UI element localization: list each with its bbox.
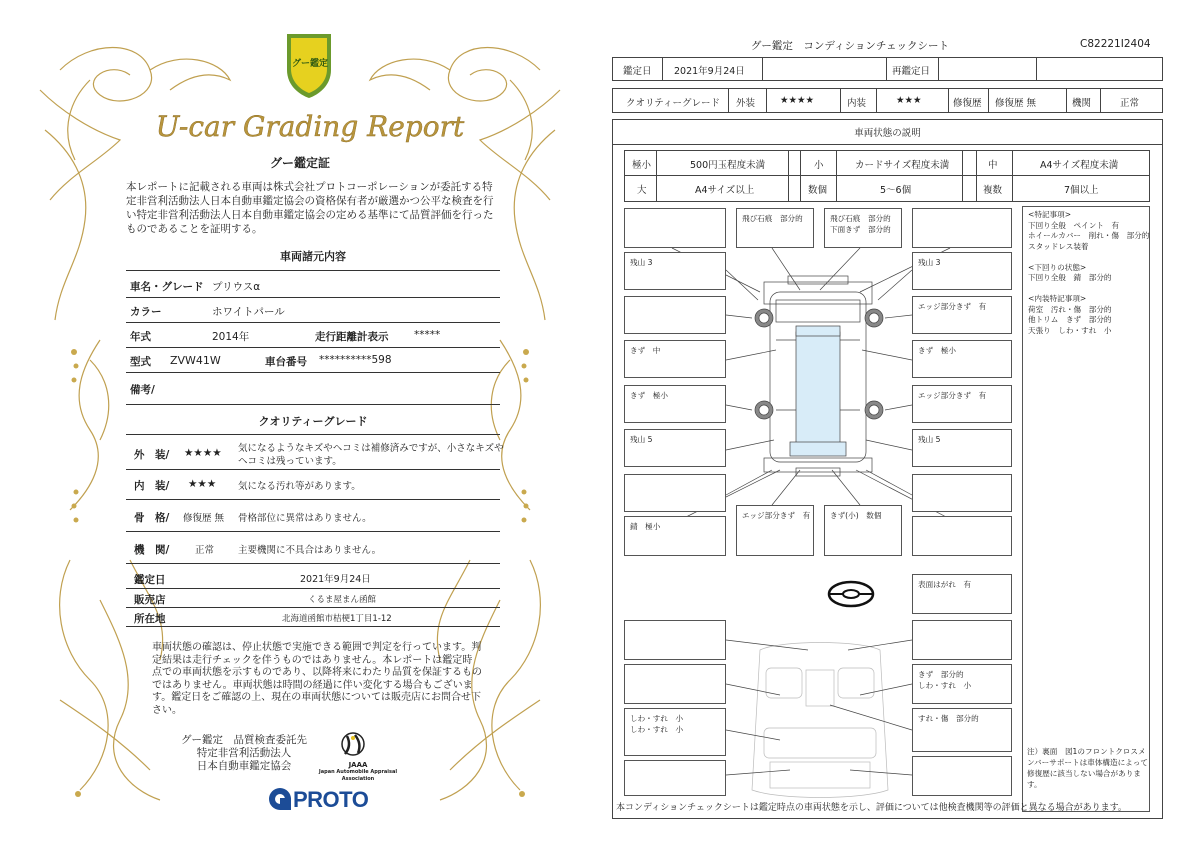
- size-small-label: 極小: [632, 160, 652, 171]
- condition-box-steering: [912, 574, 1012, 614]
- condition-note: 錆 極小: [630, 522, 661, 531]
- interior-label: 内 装/: [134, 480, 170, 492]
- condition-box-rear-left: [624, 516, 726, 556]
- exterior-label: 外 装/: [134, 449, 170, 461]
- frame-value: 修復歴 無: [183, 513, 225, 524]
- interior-box-right-3: [912, 708, 1012, 752]
- condition-box-right-3: [912, 340, 1012, 378]
- divider: [976, 150, 977, 202]
- model-value: ZVW41W: [170, 354, 221, 367]
- size-s-value: カードサイズ程度未満: [855, 160, 950, 171]
- disclaimer-note: 車両状態の確認は、停止状態で実施できる範囲で判定を行っています。判定結果は走行チェックを伴うものではありません。本レポートは鑑定時点での車両状態を示すものであり、以降将来にわたり品質を保証するものではありません。車両状態は時間の経過に伴い変化する場合もございます。鑑定日をご確認の上、現在の車両状態については販売店にお問合せ下さい。: [152, 642, 482, 716]
- name-label: 車名・グレード: [130, 281, 204, 293]
- divider: [766, 88, 767, 113]
- issuer-line-1: グー鑑定 品質検査委託先: [181, 734, 307, 746]
- sheet-date-label: 鑑定日: [623, 66, 652, 77]
- condition-note: 残山 3: [630, 258, 653, 267]
- exterior-comment-2: ヘコミは残っています。: [238, 456, 342, 467]
- divider: [1036, 57, 1037, 81]
- condition-note: しわ・すれ 小: [630, 714, 684, 723]
- interior-box-right-2: [912, 664, 1012, 704]
- multiple-value: 7個以上: [1064, 185, 1099, 196]
- interior-stars: ★★★: [188, 478, 217, 490]
- divider: [126, 499, 500, 500]
- condition-note: きず 中: [630, 346, 661, 355]
- divider: [126, 626, 500, 627]
- size-l-label: 大: [637, 185, 647, 196]
- condition-box-left-1: [624, 252, 726, 290]
- chassis-value: **********598: [319, 354, 392, 366]
- divider: [840, 88, 841, 113]
- divider: [624, 175, 1150, 176]
- divider: [948, 88, 949, 113]
- condition-note: 飛び石痕 部分的: [742, 214, 803, 223]
- divider: [1100, 88, 1101, 113]
- divider: [126, 434, 500, 435]
- condition-note: きず 極小: [630, 391, 668, 400]
- condition-box-right-4: [912, 385, 1012, 423]
- divider: [762, 57, 763, 81]
- condition-box-rear: [736, 505, 814, 556]
- condition-note: しわ・すれ 小: [918, 681, 972, 690]
- proto-logo-text: PROTO: [293, 787, 369, 812]
- badge-label: グー鑑定: [292, 59, 329, 69]
- condition-box-windshield: [824, 208, 902, 248]
- condition-box-left-5: [624, 429, 726, 467]
- condition-note: エッジ部分きず 有: [918, 391, 987, 400]
- sheet-interior-label: 内装: [847, 98, 867, 109]
- sheet-repair-value: 修復歴 無: [995, 98, 1037, 109]
- divider: [126, 607, 500, 608]
- address-value: 北海道函館市桔梗1丁目1-12: [282, 614, 392, 624]
- divider: [788, 150, 789, 202]
- divider: [1012, 150, 1013, 202]
- divider: [126, 404, 500, 405]
- size-s-label: 小: [814, 160, 824, 171]
- issuer-block: [174, 734, 314, 773]
- size-small-value: 500円玉程度未満: [690, 160, 766, 171]
- sheet-title: グー鑑定 コンディションチェックシート: [750, 40, 950, 52]
- engine-label: 機 関/: [134, 544, 170, 556]
- mileage-value: *****: [414, 329, 441, 341]
- divider: [126, 372, 500, 373]
- condition-note: きず 極小: [918, 346, 956, 355]
- divider: [126, 347, 500, 348]
- certificate-subtitle: グー鑑定証: [269, 156, 330, 170]
- special-notes: <特記事項> 下回り全般 ペイント 有 ホイールカバー 削れ・傷 部分的 スタッドレス装着 <下回りの状態> 下回り全般 錆 部分的 <内装特記事項> 荷室 汚れ・傷 部分的 他トリム きず 部分的 天張り しわ・すれ 小: [1028, 210, 1150, 335]
- condition-box-front-right: [912, 208, 1012, 248]
- script-title-text: U-car Grading Report: [155, 110, 465, 143]
- issuer-line-2: 特定非営利活動法人: [196, 747, 292, 759]
- condition-box-left-2: [624, 296, 726, 334]
- interior-box-left-4: [624, 760, 726, 796]
- frame-label: 骨 格/: [134, 512, 170, 524]
- exterior-stars: ★★★★: [184, 447, 222, 459]
- color-value: ホワイトパール: [212, 306, 285, 318]
- jaaa-name: JAAA: [348, 761, 368, 769]
- multiple-label: 複数: [983, 185, 1003, 196]
- frame-comment: 骨格部位に異常はありません。: [238, 513, 372, 524]
- divider: [876, 88, 877, 113]
- divider: [126, 297, 500, 298]
- structure-note: 注）裏面 図1のフロントクロスメンバーサポートは車体構造によって修復歴に該当しない場合があります。: [1027, 747, 1148, 789]
- divider: [938, 57, 939, 81]
- condition-note: すれ・傷 部分的: [918, 714, 979, 723]
- mileage-label: 走行距離計表示: [315, 331, 389, 343]
- condition-box-left-3: [624, 340, 726, 378]
- divider: [728, 88, 729, 113]
- condition-box-front-left: [624, 208, 726, 248]
- sheet-interior-stars: ★★★: [896, 95, 922, 106]
- year-label: 年式: [130, 331, 151, 343]
- condition-note: 下面きず 部分的: [830, 225, 891, 234]
- count-label: 数個: [808, 185, 828, 196]
- size-l-value: A4サイズ以上: [695, 185, 755, 196]
- count-value: 5～6個: [880, 185, 912, 196]
- condition-note: 飛び石痕 部分的: [830, 214, 891, 223]
- spec-heading: 車両諸元内容: [280, 250, 346, 263]
- divider: [886, 57, 887, 81]
- condition-box-front: [736, 208, 814, 248]
- sheet-repair-label: 修復歴: [953, 98, 982, 109]
- divider: [656, 150, 657, 202]
- sheet-engine-value: 正常: [1120, 98, 1140, 109]
- condition-box-left-6: [624, 474, 726, 512]
- size-m-value: A4サイズ程度未満: [1040, 160, 1119, 171]
- jaaa-text: [318, 762, 398, 783]
- engine-comment: 主要機関に不具合はありません。: [238, 545, 382, 556]
- condition-box-right-2: [912, 296, 1012, 334]
- divider: [126, 563, 500, 564]
- issuer-line-3: 日本自動車鑑定協会: [196, 760, 292, 772]
- divider: [126, 588, 500, 589]
- condition-box-right-5: [912, 429, 1012, 467]
- jaaa-full: Japan Automobile Appraisal Association: [318, 769, 398, 782]
- reinspect-label: 再鑑定日: [892, 66, 931, 77]
- condition-note: 残山 5: [918, 435, 941, 444]
- condition-note: しわ・すれ 小: [630, 725, 684, 734]
- interior-box-right-1: [912, 620, 1012, 660]
- color-label: カラー: [130, 306, 162, 318]
- interior-box-right-4: [912, 756, 1012, 796]
- dealer-value: くるま屋まん函館: [308, 595, 377, 605]
- condition-note: 残山 3: [918, 258, 941, 267]
- size-m-label: 中: [988, 160, 998, 171]
- interior-box-left-2: [624, 664, 726, 704]
- grade-heading: クオリティーグレード: [258, 415, 368, 428]
- condition-note: エッジ部分きず 有: [918, 302, 987, 311]
- divider: [962, 150, 963, 202]
- sheet-exterior-label: 外装: [736, 98, 756, 109]
- model-label: 型式: [130, 356, 151, 368]
- sheet-date-value: 2021年9月24日: [674, 66, 745, 77]
- interior-comment: 気になる汚れ等があります。: [238, 481, 361, 492]
- sheet-code: C82221I2404: [1080, 38, 1151, 50]
- condition-box-rear-right: [912, 516, 1012, 556]
- exterior-comment-1: 気になるようなキズやヘコミは補修済みですが、小さなキズや: [238, 443, 504, 454]
- sheet-exterior-stars: ★★★★: [780, 95, 815, 106]
- divider: [836, 150, 837, 202]
- condition-note: きず(小) 数個: [830, 511, 882, 520]
- interior-box-left-3: [624, 708, 726, 756]
- sheet-footer: 本コンディションチェックシートは鑑定時点の車両状態を示し、評価については他検査機関等の評価と異なる場合があります。: [616, 803, 1127, 813]
- certificate-intro: 本レポートに記載される車両は株式会社プロトコーポレーションが委託する特定非営利活動法人日本自動車鑑定協会の資格保有者が厳選かつ公平な検査を行い特定非営利活動法人日本自動車鑑定協会の定める基準にて品質評価を行ったものであることを証明する。: [126, 181, 494, 235]
- divider: [662, 57, 663, 81]
- condition-note: 表面はがれ 有: [918, 580, 972, 589]
- divider: [1066, 88, 1067, 113]
- condition-box-right-1: [912, 252, 1012, 290]
- year-value: 2014年: [212, 331, 250, 343]
- condition-box-rear-glass: [824, 505, 902, 556]
- chassis-label: 車台番号: [265, 356, 307, 368]
- date-value: 2021年9月24日: [300, 574, 371, 585]
- date-label: 鑑定日: [134, 574, 166, 586]
- state-heading: 車両状態の説明: [854, 128, 921, 139]
- sheet-engine-label: 機関: [1072, 98, 1092, 109]
- condition-box-left-4: [624, 385, 726, 423]
- divider: [126, 270, 500, 271]
- dealer-label: 販売店: [134, 594, 166, 606]
- address-label: 所在地: [134, 613, 166, 625]
- condition-note: 残山 5: [630, 435, 653, 444]
- divider: [988, 88, 989, 113]
- interior-box-left-1: [624, 620, 726, 660]
- divider: [800, 150, 801, 202]
- sheet-grade-label: クオリティーグレード: [626, 98, 721, 109]
- divider: [126, 531, 500, 532]
- script-title: [140, 100, 480, 150]
- condition-note: エッジ部分きず 有: [742, 511, 811, 520]
- condition-note: きず 部分的: [918, 670, 964, 679]
- condition-box-right-6: [912, 474, 1012, 512]
- engine-value: 正常: [195, 545, 215, 556]
- remarks-label: 備考/: [130, 384, 155, 396]
- divider: [126, 469, 500, 470]
- divider: [126, 322, 500, 323]
- name-value: プリウスα: [212, 281, 261, 293]
